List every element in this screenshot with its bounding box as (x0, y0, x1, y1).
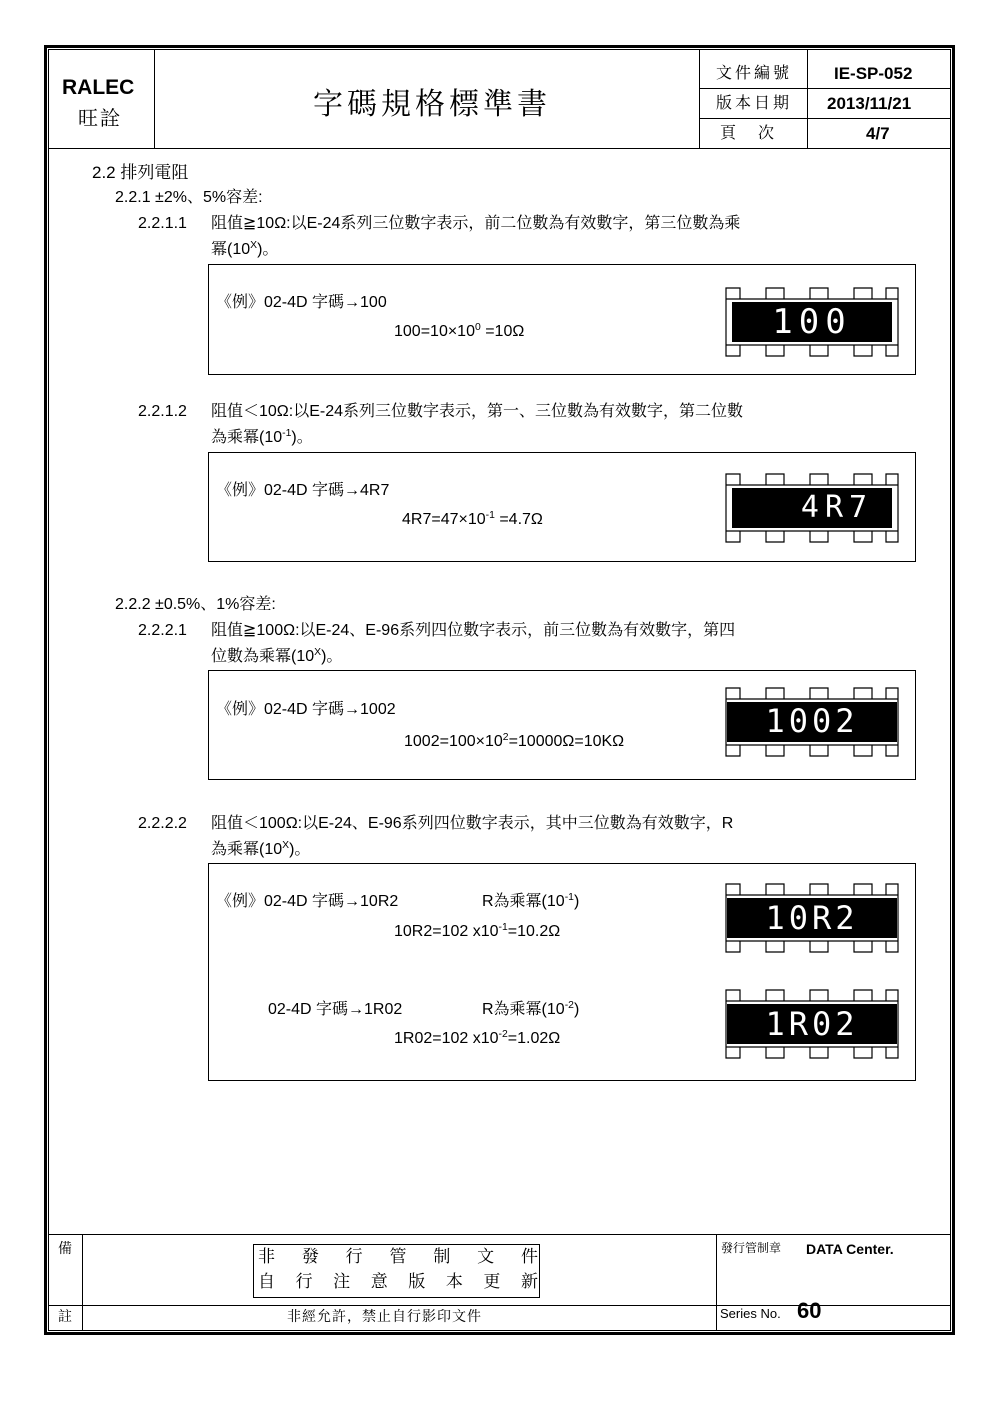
stamp-char: 本 (445, 1272, 463, 1292)
section-2-2: 2.2 排列電阻 (92, 163, 189, 182)
section-2-2-1-2-text: 阻值＜10Ω:以E-24系列三位數字表示，第一、三位數為有效數字，第二位數 (211, 403, 744, 420)
header-row-line-2 (699, 118, 951, 119)
section-2-2-1-2-text-cont: 為乘冪$(10^{-1})$。 (211, 428, 313, 446)
chip-code-100: 100 (772, 302, 852, 342)
stamp-char: 件 (520, 1247, 538, 1267)
issue-stamp-value: DATA Center. (806, 1241, 894, 1257)
stamp-char: 新 (520, 1272, 538, 1292)
issue-stamp-label: 發行管制章 (721, 1241, 782, 1255)
example-1-label: 《例》02-4D 字碼→100 (216, 294, 387, 311)
remark-char-1: 備 (58, 1241, 72, 1257)
section-2-2-1-2-number: 2.2.1.2 (138, 403, 187, 420)
footer-vline-1 (82, 1234, 83, 1331)
example-4a-formula: 10R2=102 $x10^{-1}=10.2\Omega$ (394, 922, 561, 940)
section-2-2-1-1-text: 阻值≧10Ω:以E-24系列三位數字表示，前二位數為有效數字，第三位數為乘 (211, 215, 741, 232)
chip-code-1r02: 1R02 (765, 1005, 859, 1043)
header-row-line-1 (699, 88, 951, 89)
doc-no-label: 文件編號 (716, 63, 793, 82)
page-label: 頁 次 (720, 123, 778, 142)
example-3-formula: $1002=100\times 10^2=10000\Omega=10K\Omega$ (404, 732, 625, 750)
stamp-char: 文 (477, 1247, 495, 1267)
example-3-label: 《例》02-4D 字碼→1002 (216, 701, 396, 718)
header-vline-2 (699, 49, 700, 148)
stamp-char: 非 (258, 1247, 275, 1267)
example-4a-note: R為乘冪$(10^{-1})$ (482, 892, 580, 910)
section-2-2-2: 2.2.2 ±0.5%、1%容差: (115, 596, 276, 613)
chip-code-4r7: 4R7 (800, 490, 874, 525)
stamp-char: 管 (389, 1247, 407, 1267)
stamp-char: 更 (483, 1272, 501, 1292)
section-2-2-1-1-number: 2.2.1.1 (138, 215, 187, 232)
stamp-char: 行 (295, 1272, 313, 1292)
stamp-char: 制 (433, 1247, 451, 1267)
chip-diagram-1002 (722, 684, 902, 760)
page-title: 字碼規格標準書 (313, 87, 551, 122)
section-2-2-1-1-text-cont: 冪$(10^X)$。 (211, 240, 279, 258)
chip-diagram-100 (722, 284, 902, 360)
version-date: 2013/11/21 (827, 94, 912, 113)
section-2-2-2-2-text: 阻值＜100Ω:以E-24、E-96系列四位數字表示，其中三位數為有效數字，R (211, 815, 734, 832)
chip-code-1002: 1002 (765, 702, 859, 740)
footer-top-line (48, 1234, 951, 1235)
header-divider (48, 148, 951, 149)
example-4b-note: R為乘冪$(10^{-2})$ (482, 1000, 580, 1018)
example-4b-formula: 1R02=102 $x10^{-2}=1.02\Omega$ (394, 1029, 561, 1047)
remark-char-2: 註 (58, 1309, 72, 1325)
section-2-2-2-2-text-cont: 為乘冪$(10^X)$。 (211, 840, 311, 858)
copy-notice: 非經允許，禁止自行影印文件 (287, 1309, 482, 1325)
stamp-char: 版 (408, 1272, 426, 1292)
chip-diagram-1r02 (722, 986, 902, 1062)
example-1-formula: $100=10\times 10^0 =10\Omega$ (394, 322, 525, 340)
header-vline-1 (154, 49, 155, 148)
series-number: 60 (797, 1298, 822, 1323)
series-label: Series No. (720, 1306, 781, 1321)
control-stamp-row-1 (258, 1249, 538, 1271)
company-name-cn: 旺詮 (78, 106, 122, 130)
chip-diagram-10r2 (722, 880, 902, 956)
stamp-char: 發 (301, 1247, 319, 1267)
company-name: RALEC (62, 76, 135, 99)
section-2-2-2-1-text-cont: 位數為乘冪$(10^X)$。 (211, 647, 343, 665)
stamp-char: 行 (345, 1247, 363, 1267)
example-4b-label: 02-4D 字碼→1R02 (268, 1001, 403, 1018)
footer-vline-2 (716, 1234, 717, 1331)
stamp-char: 注 (333, 1272, 351, 1292)
version-label: 版本日期 (716, 93, 793, 112)
section-2-2-2-1-number: 2.2.2.1 (138, 622, 187, 639)
page-number: 4/7 (866, 124, 890, 143)
control-stamp-row-2 (258, 1274, 538, 1296)
chip-code-10r2: 10R2 (765, 899, 859, 937)
section-2-2-2-1-text: 阻值≧100Ω:以E-24、E-96系列四位數字表示，前三位數為有效數字，第四 (211, 622, 736, 639)
stamp-char: 意 (370, 1272, 388, 1292)
example-2-formula: $4R7=47\times 10^{-1} =4.7\Omega$ (402, 510, 543, 528)
example-4a-label: 《例》02-4D 字碼→10R2 (216, 893, 399, 910)
example-2-label: 《例》02-4D 字碼→4R7 (216, 482, 390, 499)
stamp-char: 自 (258, 1272, 275, 1292)
section-2-2-2-2-number: 2.2.2.2 (138, 815, 187, 832)
header-vline-3 (807, 49, 808, 148)
chip-diagram-4r7 (722, 470, 902, 546)
doc-no-value: IE-SP-052 (834, 64, 913, 83)
section-2-2-1: 2.2.1 ±2%、5%容差: (115, 189, 263, 206)
